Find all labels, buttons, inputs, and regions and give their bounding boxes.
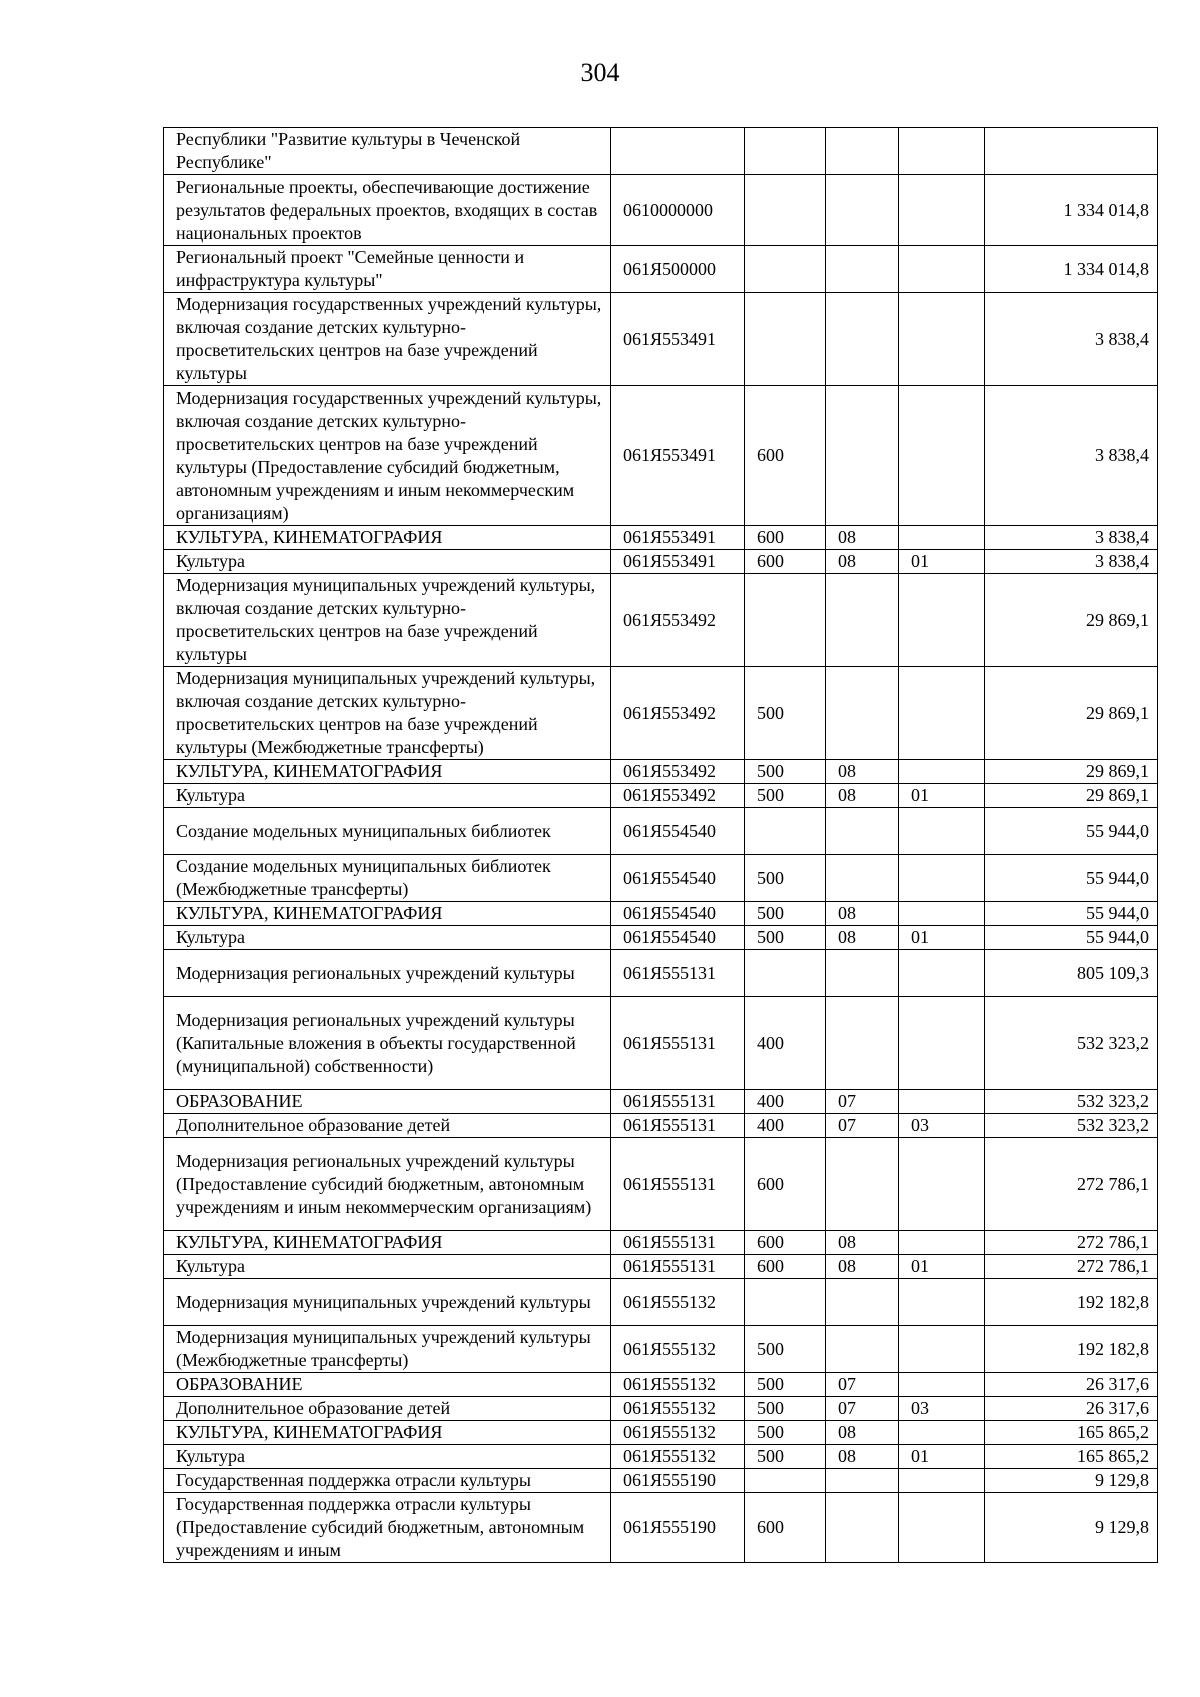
row-section-cell: 07	[826, 1114, 899, 1138]
table-row	[164, 667, 1158, 760]
row-expense-type-cell: 500	[745, 855, 826, 902]
row-code-cell: 061Я553492	[611, 667, 745, 760]
table-row	[164, 1138, 1158, 1231]
row-expense-type-cell: 500	[745, 1326, 826, 1373]
budget-table-body	[164, 128, 1158, 1563]
row-section-cell	[826, 293, 899, 386]
row-subsection-cell: 01	[899, 784, 985, 808]
table-row	[164, 760, 1158, 784]
row-sum-cell: 26 317,6	[985, 1397, 1158, 1421]
table-row	[164, 1421, 1158, 1445]
row-section-cell: 08	[826, 1421, 899, 1445]
row-code-cell: 061Я555132	[611, 1421, 745, 1445]
row-name-cell: Культура	[164, 1255, 611, 1279]
row-subsection-cell: 01	[899, 1445, 985, 1469]
row-subsection-cell	[899, 902, 985, 926]
row-section-cell: 07	[826, 1373, 899, 1397]
row-sum-cell: 165 865,2	[985, 1421, 1158, 1445]
row-section-cell	[826, 997, 899, 1090]
row-subsection-cell: 01	[899, 926, 985, 950]
row-code-cell: 0610000000	[611, 175, 745, 246]
row-name-cell: Культура	[164, 926, 611, 950]
row-sum-cell: 272 786,1	[985, 1231, 1158, 1255]
row-section-cell: 08	[826, 926, 899, 950]
table-row	[164, 246, 1158, 293]
row-expense-type-cell: 500	[745, 1421, 826, 1445]
table-row	[164, 855, 1158, 902]
row-code-cell: 061Я553492	[611, 574, 745, 667]
row-expense-type-cell	[745, 574, 826, 667]
row-expense-type-cell: 400	[745, 1114, 826, 1138]
table-row	[164, 1326, 1158, 1373]
row-name-cell: КУЛЬТУРА, КИНЕМАТОГРАФИЯ	[164, 760, 611, 784]
row-subsection-cell	[899, 1373, 985, 1397]
row-sum-cell: 55 944,0	[985, 855, 1158, 902]
row-code-cell: 061Я553492	[611, 760, 745, 784]
row-subsection-cell	[899, 808, 985, 855]
row-sum-cell: 3 838,4	[985, 526, 1158, 550]
row-section-cell	[826, 386, 899, 526]
table-row	[164, 1469, 1158, 1493]
row-section-cell: 08	[826, 760, 899, 784]
row-subsection-cell: 01	[899, 1255, 985, 1279]
row-section-cell: 07	[826, 1397, 899, 1421]
row-sum-cell: 29 869,1	[985, 760, 1158, 784]
table-row	[164, 550, 1158, 574]
row-subsection-cell	[899, 950, 985, 997]
row-code-cell	[611, 128, 745, 175]
row-section-cell	[826, 574, 899, 667]
row-subsection-cell	[899, 293, 985, 386]
row-code-cell: 061Я500000	[611, 246, 745, 293]
row-sum-cell: 55 944,0	[985, 808, 1158, 855]
row-subsection-cell	[899, 1279, 985, 1326]
row-name-cell: Дополнительное образование детей	[164, 1114, 611, 1138]
row-name-cell: Модернизация региональных учреждений культуры	[164, 950, 611, 997]
row-name-cell: КУЛЬТУРА, КИНЕМАТОГРАФИЯ	[164, 902, 611, 926]
table-row	[164, 1373, 1158, 1397]
row-sum-cell: 3 838,4	[985, 386, 1158, 526]
row-subsection-cell	[899, 246, 985, 293]
row-code-cell: 061Я555131	[611, 950, 745, 997]
row-subsection-cell	[899, 760, 985, 784]
row-subsection-cell	[899, 997, 985, 1090]
row-sum-cell: 55 944,0	[985, 902, 1158, 926]
row-subsection-cell	[899, 574, 985, 667]
row-section-cell: 08	[826, 1255, 899, 1279]
row-name-cell: Культура	[164, 1445, 611, 1469]
row-expense-type-cell: 500	[745, 1397, 826, 1421]
row-expense-type-cell	[745, 246, 826, 293]
row-expense-type-cell: 500	[745, 1445, 826, 1469]
row-expense-type-cell: 500	[745, 902, 826, 926]
row-name-cell: КУЛЬТУРА, КИНЕМАТОГРАФИЯ	[164, 1231, 611, 1255]
table-row	[164, 386, 1158, 526]
row-sum-cell: 272 786,1	[985, 1255, 1158, 1279]
row-name-cell: Модернизация государственных учреждений культуры, включая создание детских культурно-просветительских центров на базе учреждений культуры	[164, 293, 611, 386]
row-section-cell: 08	[826, 550, 899, 574]
table-row	[164, 1255, 1158, 1279]
row-section-cell	[826, 1469, 899, 1493]
row-name-cell: Региональные проекты, обеспечивающие достижение результатов федеральных проектов, входящих в состав национальных проектов	[164, 175, 611, 246]
table-row	[164, 1445, 1158, 1469]
row-section-cell: 08	[826, 1445, 899, 1469]
budget-table	[163, 127, 1158, 1563]
row-sum-cell: 29 869,1	[985, 667, 1158, 760]
row-subsection-cell	[899, 1493, 985, 1563]
row-section-cell	[826, 1326, 899, 1373]
row-code-cell: 061Я553491	[611, 293, 745, 386]
row-code-cell: 061Я555132	[611, 1445, 745, 1469]
table-row	[164, 808, 1158, 855]
row-expense-type-cell: 600	[745, 1138, 826, 1231]
row-code-cell: 061Я554540	[611, 855, 745, 902]
row-expense-type-cell: 600	[745, 550, 826, 574]
table-row	[164, 950, 1158, 997]
row-sum-cell: 532 323,2	[985, 997, 1158, 1090]
row-subsection-cell	[899, 526, 985, 550]
row-section-cell: 07	[826, 1090, 899, 1114]
row-sum-cell: 29 869,1	[985, 784, 1158, 808]
row-name-cell: ОБРАЗОВАНИЕ	[164, 1090, 611, 1114]
row-sum-cell: 532 323,2	[985, 1090, 1158, 1114]
row-sum-cell: 9 129,8	[985, 1493, 1158, 1563]
row-subsection-cell: 03	[899, 1397, 985, 1421]
row-code-cell: 061Я554540	[611, 808, 745, 855]
row-expense-type-cell	[745, 1469, 826, 1493]
row-sum-cell: 1 334 014,8	[985, 175, 1158, 246]
row-code-cell: 061Я555131	[611, 997, 745, 1090]
row-code-cell: 061Я555131	[611, 1138, 745, 1231]
row-expense-type-cell: 500	[745, 926, 826, 950]
row-name-cell: Модернизация муниципальных учреждений культуры, включая создание детских культурно-просветительских центров на базе учреждений культуры	[164, 574, 611, 667]
row-subsection-cell	[899, 1469, 985, 1493]
row-sum-cell: 272 786,1	[985, 1138, 1158, 1231]
row-subsection-cell	[899, 1090, 985, 1114]
row-code-cell: 061Я555132	[611, 1373, 745, 1397]
row-code-cell: 061Я555131	[611, 1231, 745, 1255]
row-sum-cell: 192 182,8	[985, 1279, 1158, 1326]
row-section-cell	[826, 808, 899, 855]
row-section-cell: 08	[826, 902, 899, 926]
row-expense-type-cell: 500	[745, 760, 826, 784]
row-name-cell: Региональный проект "Семейные ценности и инфраструктура культуры"	[164, 246, 611, 293]
row-section-cell	[826, 950, 899, 997]
row-subsection-cell	[899, 128, 985, 175]
row-code-cell: 061Я553491	[611, 526, 745, 550]
row-expense-type-cell: 600	[745, 386, 826, 526]
row-subsection-cell	[899, 1421, 985, 1445]
row-expense-type-cell	[745, 293, 826, 386]
table-row	[164, 574, 1158, 667]
row-sum-cell: 192 182,8	[985, 1326, 1158, 1373]
row-code-cell: 061Я554540	[611, 902, 745, 926]
row-name-cell: Культура	[164, 550, 611, 574]
row-sum-cell: 532 323,2	[985, 1114, 1158, 1138]
row-code-cell: 061Я555131	[611, 1090, 745, 1114]
table-row	[164, 293, 1158, 386]
row-code-cell: 061Я553491	[611, 386, 745, 526]
row-subsection-cell: 03	[899, 1114, 985, 1138]
table-row	[164, 997, 1158, 1090]
row-expense-type-cell: 400	[745, 997, 826, 1090]
row-sum-cell	[985, 128, 1158, 175]
row-expense-type-cell	[745, 950, 826, 997]
row-sum-cell: 3 838,4	[985, 550, 1158, 574]
row-section-cell	[826, 667, 899, 760]
table-row	[164, 1279, 1158, 1326]
row-section-cell	[826, 128, 899, 175]
row-section-cell	[826, 1279, 899, 1326]
row-expense-type-cell: 600	[745, 526, 826, 550]
row-expense-type-cell: 600	[745, 1493, 826, 1563]
row-subsection-cell	[899, 1326, 985, 1373]
row-section-cell: 08	[826, 784, 899, 808]
row-name-cell: Республики "Развитие культуры в Чеченской Республике"	[164, 128, 611, 175]
row-name-cell: Модернизация муниципальных учреждений культуры (Межбюджетные трансферты)	[164, 1326, 611, 1373]
row-expense-type-cell	[745, 1279, 826, 1326]
table-row	[164, 1493, 1158, 1563]
row-name-cell: ОБРАЗОВАНИЕ	[164, 1373, 611, 1397]
table-row	[164, 1397, 1158, 1421]
row-subsection-cell	[899, 386, 985, 526]
row-name-cell: Дополнительное образование детей	[164, 1397, 611, 1421]
row-expense-type-cell: 500	[745, 1373, 826, 1397]
row-code-cell: 061Я554540	[611, 926, 745, 950]
row-sum-cell: 26 317,6	[985, 1373, 1158, 1397]
row-name-cell: Модернизация муниципальных учреждений культуры	[164, 1279, 611, 1326]
row-name-cell: КУЛЬТУРА, КИНЕМАТОГРАФИЯ	[164, 1421, 611, 1445]
row-sum-cell: 55 944,0	[985, 926, 1158, 950]
table-row	[164, 784, 1158, 808]
table-row	[164, 128, 1158, 175]
row-sum-cell: 29 869,1	[985, 574, 1158, 667]
row-name-cell: Модернизация муниципальных учреждений культуры, включая создание детских культурно-просветительских центров на базе учреждений культуры (Межбюджетные трансферты)	[164, 667, 611, 760]
row-subsection-cell	[899, 855, 985, 902]
table-row	[164, 1090, 1158, 1114]
row-expense-type-cell: 400	[745, 1090, 826, 1114]
row-code-cell: 061Я555131	[611, 1114, 745, 1138]
row-sum-cell: 805 109,3	[985, 950, 1158, 997]
table-row	[164, 1114, 1158, 1138]
row-expense-type-cell	[745, 808, 826, 855]
row-code-cell: 061Я555132	[611, 1326, 745, 1373]
row-code-cell: 061Я553491	[611, 550, 745, 574]
row-sum-cell: 9 129,8	[985, 1469, 1158, 1493]
row-section-cell	[826, 246, 899, 293]
row-subsection-cell	[899, 175, 985, 246]
row-subsection-cell: 01	[899, 550, 985, 574]
row-expense-type-cell: 500	[745, 784, 826, 808]
table-row	[164, 1231, 1158, 1255]
row-section-cell	[826, 1493, 899, 1563]
row-code-cell: 061Я555190	[611, 1493, 745, 1563]
row-expense-type-cell: 600	[745, 1255, 826, 1279]
row-name-cell: Государственная поддержка отрасли культуры (Предоставление субсидий бюджетным, автономным учреждениям и иным	[164, 1493, 611, 1563]
table-row	[164, 902, 1158, 926]
row-expense-type-cell	[745, 175, 826, 246]
row-subsection-cell	[899, 667, 985, 760]
row-code-cell: 061Я555132	[611, 1397, 745, 1421]
row-name-cell: Культура	[164, 784, 611, 808]
table-row	[164, 526, 1158, 550]
row-expense-type-cell: 600	[745, 1231, 826, 1255]
row-name-cell: Создание модельных муниципальных библиотек (Межбюджетные трансферты)	[164, 855, 611, 902]
row-section-cell	[826, 175, 899, 246]
table-row	[164, 926, 1158, 950]
row-section-cell: 08	[826, 526, 899, 550]
row-section-cell	[826, 1138, 899, 1231]
row-sum-cell: 3 838,4	[985, 293, 1158, 386]
row-name-cell: Модернизация региональных учреждений культуры (Капитальные вложения в объекты государственной (муниципальной) собственности)	[164, 997, 611, 1090]
row-section-cell	[826, 855, 899, 902]
row-subsection-cell	[899, 1231, 985, 1255]
row-sum-cell: 165 865,2	[985, 1445, 1158, 1469]
table-row	[164, 175, 1158, 246]
row-name-cell: КУЛЬТУРА, КИНЕМАТОГРАФИЯ	[164, 526, 611, 550]
row-section-cell: 08	[826, 1231, 899, 1255]
row-name-cell: Государственная поддержка отрасли культуры	[164, 1469, 611, 1493]
row-name-cell: Модернизация региональных учреждений культуры (Предоставление субсидий бюджетным, автономным учреждениям и иным некоммерческим организациям)	[164, 1138, 611, 1231]
row-sum-cell: 1 334 014,8	[985, 246, 1158, 293]
row-code-cell: 061Я553492	[611, 784, 745, 808]
row-subsection-cell	[899, 1138, 985, 1231]
row-code-cell: 061Я555132	[611, 1279, 745, 1326]
row-name-cell: Создание модельных муниципальных библиотек	[164, 808, 611, 855]
row-code-cell: 061Я555131	[611, 1255, 745, 1279]
page-number: 304	[580, 58, 620, 87]
row-expense-type-cell: 500	[745, 667, 826, 760]
row-code-cell: 061Я555190	[611, 1469, 745, 1493]
row-name-cell: Модернизация государственных учреждений культуры, включая создание детских культурно-просветительских центров на базе учреждений культуры (Предоставление субсидий бюджетным, автономным учреждениям и иным некоммерческим организациям)	[164, 386, 611, 526]
row-expense-type-cell	[745, 128, 826, 175]
